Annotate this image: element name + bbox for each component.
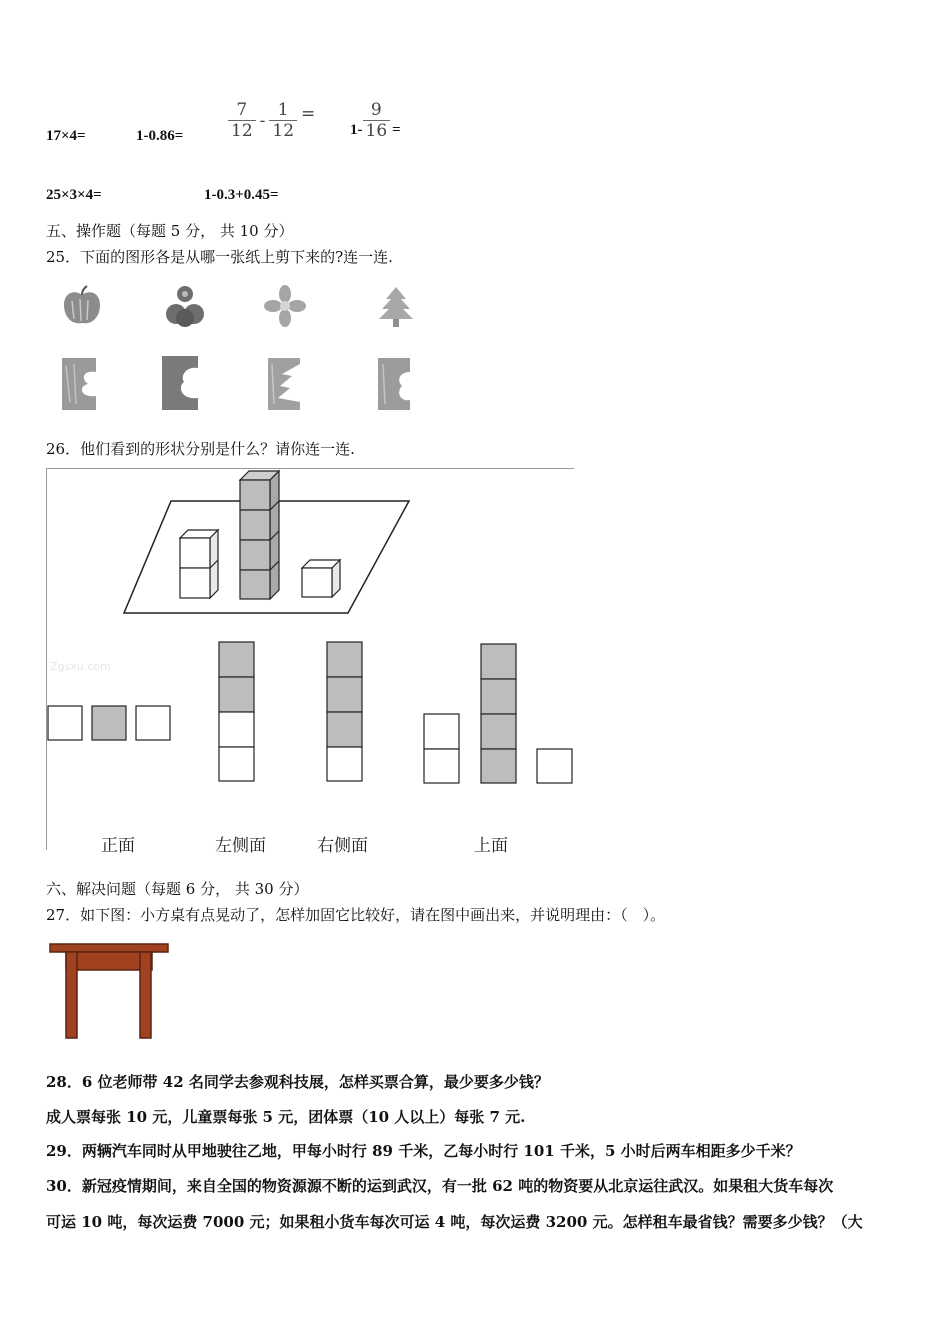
question-26-text: 26．他们看到的形状分别是什么？请你连一连. xyxy=(46,440,355,458)
question-28-text: 28．6 位老师带 42 名同学去参观科技展，怎样买票合算，最少要多少钱？ xyxy=(46,1073,549,1091)
paper-with-apple-hole xyxy=(378,358,410,410)
view-top[interactable] xyxy=(424,644,572,783)
equals-sign: = xyxy=(301,103,316,124)
question-30-line-2: 可运 10 吨，每次运费 7000 元；如果租小货车每次可运 4 吨，每次运费 3200 元。怎样租车最省钱？需要多少钱？（大 xyxy=(46,1213,863,1231)
question-25-text: 25．下面的图形各是从哪一张纸上剪下来的?连一连. xyxy=(46,248,393,266)
calc-fraction-subtraction xyxy=(228,100,319,141)
paper-with-gourd-hole xyxy=(162,356,198,410)
label-left-side: 左侧面 xyxy=(215,836,266,856)
fraction-9-16: $\frac{9}{16}$ xyxy=(363,100,391,141)
calc-1-0.86: 1-0.86= xyxy=(136,128,184,144)
calc-17x4: 17×4= xyxy=(46,128,86,144)
gourd-icon xyxy=(165,282,205,330)
question-27-text: 27．如下图：小方桌有点晃动了，怎样加固它比较好，请在图中画出来，并说明理由：（ ）。 xyxy=(46,906,666,924)
calc-1-0.3+0.45: 1-0.3+0.45= xyxy=(204,187,279,203)
calc-1-minus-9-16: 1- $\frac{9}{16}$ = xyxy=(350,100,401,141)
question-30-line-1: 30．新冠疫情期间，来自全国的物资源源不断的运到武汉，有一批 62 吨的物资要从北京运往武汉。如果租大货车每次 xyxy=(46,1177,834,1195)
q26-figure xyxy=(46,468,576,857)
question-29-text: 29．两辆汽车同时从甲地驶往乙地，甲每小时行 89 千米，乙每小时行 101 千米，5 小时后两车相距多少千米？ xyxy=(46,1142,801,1160)
label-top: 上面 xyxy=(474,836,508,856)
flower-icon xyxy=(264,285,306,327)
label-front: 正面 xyxy=(101,836,135,856)
view-right-side[interactable] xyxy=(327,642,362,781)
watermark-text: Zgsxu.com xyxy=(50,660,111,673)
small-table-image xyxy=(48,942,170,1044)
section-6-title: 六、解决问题（每题 6 分， 共 30 分） xyxy=(46,880,309,898)
view-front[interactable] xyxy=(48,706,170,740)
label-right-side: 右侧面 xyxy=(317,836,368,856)
paper-with-tree-hole xyxy=(268,358,300,410)
apple-icon xyxy=(60,285,104,329)
question-28-info: 成人票每张 10 元，儿童票每张 5 元，团体票（10 人以上）每张 7 元. xyxy=(46,1108,526,1126)
fraction-7-12: $\frac{7}{12}$ xyxy=(228,100,256,141)
view-left-side[interactable] xyxy=(219,642,254,781)
q26-cubes-diagram xyxy=(46,468,576,853)
paper-with-flower-hole xyxy=(62,358,96,410)
calc-25x3x4: 25×3×4= xyxy=(46,187,102,203)
fraction-1-12: $\frac{1}{12}$ xyxy=(269,100,297,141)
minus-sign: - xyxy=(259,110,266,131)
section-5-title: 五、操作题（每题 5 分， 共 10 分） xyxy=(46,222,294,240)
tree-icon xyxy=(376,285,416,327)
